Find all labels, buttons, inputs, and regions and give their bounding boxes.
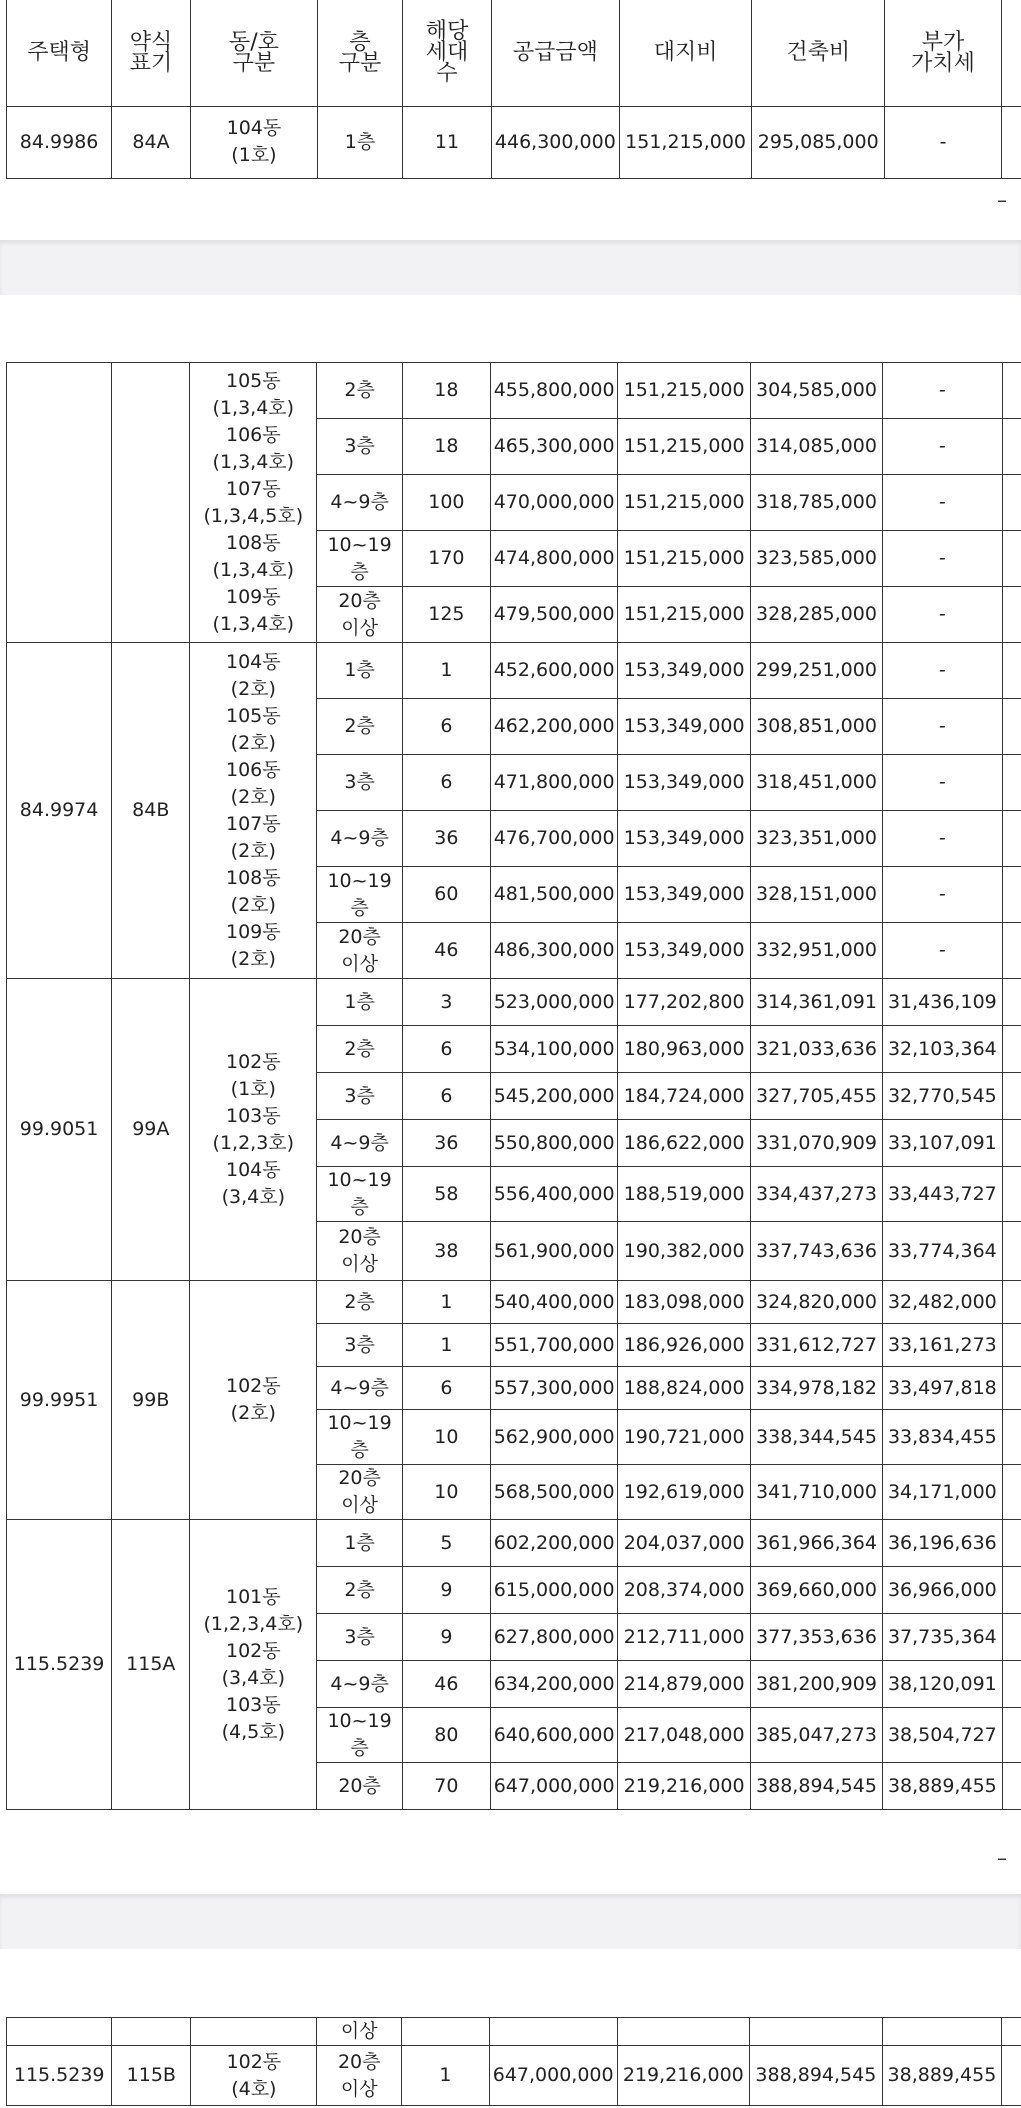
table-cell: 545,200,000 bbox=[490, 1073, 618, 1120]
table-cell: 188,824,000 bbox=[618, 1367, 750, 1410]
floor-cell: 20층 bbox=[317, 1763, 403, 1810]
cut-cell bbox=[1002, 699, 1021, 755]
header-cell: 동/호 구분 bbox=[190, 0, 317, 106]
cut-cell bbox=[1002, 106, 1021, 178]
table-cell: 33,834,455 bbox=[883, 1410, 1002, 1465]
table-cell: 299,251,000 bbox=[750, 643, 882, 699]
table-cell: 이상 bbox=[317, 2018, 402, 2046]
table-cell: 3 bbox=[402, 979, 490, 1026]
table-cell: 462,200,000 bbox=[490, 699, 618, 755]
table-cell: 188,519,000 bbox=[618, 1167, 750, 1222]
table-cell: 32,482,000 bbox=[883, 1281, 1002, 1324]
table-cell: 115.5239 bbox=[7, 2046, 112, 2106]
table-cell: 10 bbox=[402, 1410, 490, 1465]
dong-cell: 105동 (1,3,4호) 106동 (1,3,4호) 107동 (1,3,4,5호) 108동 (1,3,4호) 109동 (1,3,4호) bbox=[190, 363, 317, 643]
table-cell: 219,216,000 bbox=[618, 1763, 750, 1810]
table-cell bbox=[882, 2018, 1002, 2046]
table-row bbox=[7, 2046, 1021, 2106]
cut-cell bbox=[1002, 755, 1021, 811]
table-cell: 37,735,364 bbox=[883, 1614, 1002, 1661]
table-row bbox=[7, 363, 1021, 419]
table-cell: 314,085,000 bbox=[750, 419, 882, 475]
table-row bbox=[7, 979, 1021, 1026]
table-cell: 151,215,000 bbox=[618, 475, 750, 531]
table-cell: 332,951,000 bbox=[750, 923, 882, 979]
table-cell: 523,000,000 bbox=[490, 979, 618, 1026]
price-table-2 bbox=[6, 362, 1021, 1810]
floor-cell: 1층 bbox=[317, 1520, 403, 1567]
table-cell: - bbox=[883, 531, 1002, 587]
dong-cell: 101동 (1,2,3,4호) 102동 (3,4호) 103동 (4,5호) bbox=[190, 1520, 317, 1810]
table-cell: 70 bbox=[402, 1763, 490, 1810]
header-row bbox=[7, 0, 1021, 106]
floor-cell: 1층 bbox=[317, 979, 403, 1026]
table-cell: - bbox=[883, 811, 1002, 867]
table-cell: 562,900,000 bbox=[490, 1410, 618, 1465]
floor-cell: 20층 이상 bbox=[317, 923, 403, 979]
table-cell: 341,710,000 bbox=[750, 1465, 882, 1520]
table-cell bbox=[489, 2018, 617, 2046]
table-row bbox=[7, 106, 1021, 178]
header-cell: 대지비 bbox=[619, 0, 752, 106]
table-cell: 177,202,800 bbox=[618, 979, 750, 1026]
price-table-1 bbox=[6, 0, 1021, 179]
table-cell: 9 bbox=[402, 1567, 490, 1614]
table-cell: 377,353,636 bbox=[750, 1614, 882, 1661]
floor-cell: 4~9층 bbox=[317, 1367, 403, 1410]
floor-cell: 4~9층 bbox=[317, 1661, 403, 1708]
unit-type-cell: 99.9951 bbox=[7, 1281, 112, 1520]
table-cell: 6 bbox=[402, 699, 490, 755]
table-cell: 476,700,000 bbox=[490, 811, 618, 867]
floor-cell: 3층 bbox=[317, 419, 403, 475]
table-cell: 153,349,000 bbox=[618, 755, 750, 811]
table-cell: 446,300,000 bbox=[491, 106, 619, 178]
table-cell bbox=[617, 2018, 750, 2046]
floor-cell: 4~9층 bbox=[317, 475, 403, 531]
floor-cell: 2층 bbox=[317, 1567, 403, 1614]
table-cell: 388,894,545 bbox=[750, 1763, 882, 1810]
table-cell: 153,349,000 bbox=[618, 643, 750, 699]
table-cell: 18 bbox=[402, 363, 490, 419]
table-cell: 38,889,455 bbox=[883, 1763, 1002, 1810]
table-cell: 186,622,000 bbox=[618, 1120, 750, 1167]
table-cell: 5 bbox=[402, 1520, 490, 1567]
cut-cell bbox=[1002, 1520, 1021, 1567]
table-cell: 36,966,000 bbox=[883, 1567, 1002, 1614]
table-cell: 46 bbox=[402, 923, 490, 979]
table-cell: 33,161,273 bbox=[883, 1324, 1002, 1367]
table-cell: 153,349,000 bbox=[618, 699, 750, 755]
table-cell: 615,000,000 bbox=[490, 1567, 618, 1614]
table-cell: 115B bbox=[112, 2046, 191, 2106]
floor-cell: 3층 bbox=[317, 1073, 403, 1120]
scroll-mark: – bbox=[997, 1846, 1007, 1870]
table-cell: 323,351,000 bbox=[750, 811, 882, 867]
table-cell: 295,085,000 bbox=[752, 106, 885, 178]
table-cell: 455,800,000 bbox=[490, 363, 618, 419]
floor-cell: 3층 bbox=[317, 755, 403, 811]
table-cell: - bbox=[883, 867, 1002, 923]
table-cell: 58 bbox=[402, 1167, 490, 1222]
table-cell: 104동 (1호) bbox=[190, 106, 317, 178]
section-gap bbox=[0, 240, 1021, 295]
table-cell: 474,800,000 bbox=[490, 531, 618, 587]
cut-cell bbox=[1002, 1120, 1021, 1167]
table-cell: 331,612,727 bbox=[750, 1324, 882, 1367]
unit-type-cell: 84.9974 bbox=[7, 643, 112, 979]
table-cell: 36 bbox=[402, 1120, 490, 1167]
table-cell: 184,724,000 bbox=[618, 1073, 750, 1120]
table-cell: 361,966,364 bbox=[750, 1520, 882, 1567]
table-cell: 190,721,000 bbox=[618, 1410, 750, 1465]
cut-cell bbox=[1002, 1324, 1021, 1367]
table-cell: 471,800,000 bbox=[490, 755, 618, 811]
table-cell: 219,216,000 bbox=[617, 2046, 750, 2106]
cut-cell bbox=[1002, 2018, 1021, 2046]
table-cell: 217,048,000 bbox=[618, 1708, 750, 1763]
table-cell: 36 bbox=[402, 811, 490, 867]
table-cell: 32,770,545 bbox=[883, 1073, 1002, 1120]
table-cell: 486,300,000 bbox=[490, 923, 618, 979]
table-cell: 1 bbox=[402, 643, 490, 699]
cut-cell bbox=[1002, 1167, 1021, 1222]
table-cell: 153,349,000 bbox=[618, 867, 750, 923]
floor-cell: 20층 이상 bbox=[317, 1222, 403, 1281]
table-cell: 18 bbox=[402, 419, 490, 475]
cut-cell bbox=[1002, 867, 1021, 923]
header-cell: 약식 표기 bbox=[112, 0, 191, 106]
floor-cell: 2층 bbox=[317, 1026, 403, 1073]
floor-cell: 3층 bbox=[317, 1324, 403, 1367]
table-cell: 36,196,636 bbox=[883, 1520, 1002, 1567]
table-row bbox=[7, 1520, 1021, 1567]
table-cell: 540,400,000 bbox=[490, 1281, 618, 1324]
table-cell: 151,215,000 bbox=[618, 531, 750, 587]
floor-cell: 2층 bbox=[317, 699, 403, 755]
table-cell: - bbox=[883, 587, 1002, 643]
dong-cell: 102동 (2호) bbox=[190, 1281, 317, 1520]
table-cell: 20층 이상 bbox=[317, 2046, 402, 2106]
header-cell: 건축비 bbox=[752, 0, 885, 106]
table-cell: 151,215,000 bbox=[618, 587, 750, 643]
cut-cell bbox=[1002, 811, 1021, 867]
table-cell: - bbox=[883, 643, 1002, 699]
cut-cell bbox=[1002, 1281, 1021, 1324]
table-cell: 33,107,091 bbox=[883, 1120, 1002, 1167]
table-cell: 324,820,000 bbox=[750, 1281, 882, 1324]
cut-cell bbox=[1002, 531, 1021, 587]
table-cell: 151,215,000 bbox=[619, 106, 752, 178]
table-cell: 338,344,545 bbox=[750, 1410, 882, 1465]
table-cell: 10 bbox=[402, 1465, 490, 1520]
table-cell: 1 bbox=[402, 1281, 490, 1324]
table-cell: 323,585,000 bbox=[750, 531, 882, 587]
table-cell: 192,619,000 bbox=[618, 1465, 750, 1520]
table-cell: 328,151,000 bbox=[750, 867, 882, 923]
table-cell: 314,361,091 bbox=[750, 979, 882, 1026]
cut-cell bbox=[1002, 587, 1021, 643]
cut-cell bbox=[1002, 0, 1021, 106]
table-cell: 34,171,000 bbox=[883, 1465, 1002, 1520]
table-cell: 331,070,909 bbox=[750, 1120, 882, 1167]
table-cell: 186,926,000 bbox=[618, 1324, 750, 1367]
table-cell: 32,103,364 bbox=[883, 1026, 1002, 1073]
table-cell: 33,443,727 bbox=[883, 1167, 1002, 1222]
header-cell: 주택형 bbox=[7, 0, 112, 106]
table-cell: - bbox=[883, 363, 1002, 419]
floor-cell: 10~19 층 bbox=[317, 867, 403, 923]
table-cell: 180,963,000 bbox=[618, 1026, 750, 1073]
dong-cell: 104동 (2호) 105동 (2호) 106동 (2호) 107동 (2호) 108동 (2호) 109동 (2호) bbox=[190, 643, 317, 979]
table-cell: 6 bbox=[402, 755, 490, 811]
table-cell: 568,500,000 bbox=[490, 1465, 618, 1520]
header-cell: 해당 세대 수 bbox=[403, 0, 492, 106]
table-cell: 214,879,000 bbox=[618, 1661, 750, 1708]
price-table-3 bbox=[6, 2017, 1021, 2106]
abbr-cell: 84B bbox=[112, 643, 190, 979]
table-cell: 321,033,636 bbox=[750, 1026, 882, 1073]
table-cell: 1 bbox=[401, 2046, 489, 2106]
table-cell: 31,436,109 bbox=[883, 979, 1002, 1026]
cut-cell bbox=[1002, 1661, 1021, 1708]
table-cell: 102동 (4호) bbox=[191, 2046, 317, 2106]
table-cell: 647,000,000 bbox=[490, 1763, 618, 1810]
cut-cell bbox=[1002, 1367, 1021, 1410]
table-cell: 328,285,000 bbox=[750, 587, 882, 643]
header-cell: 층 구분 bbox=[318, 0, 403, 106]
cut-cell bbox=[1002, 1073, 1021, 1120]
table-cell: 327,705,455 bbox=[750, 1073, 882, 1120]
floor-cell: 2층 bbox=[317, 363, 403, 419]
table-cell bbox=[112, 2018, 191, 2046]
table-cell: 100 bbox=[402, 475, 490, 531]
table-cell: 534,100,000 bbox=[490, 1026, 618, 1073]
floor-cell: 10~19 층 bbox=[317, 1708, 403, 1763]
floor-cell: 3층 bbox=[317, 1614, 403, 1661]
table-cell: 634,200,000 bbox=[490, 1661, 618, 1708]
table-cell: 208,374,000 bbox=[618, 1567, 750, 1614]
table-cell: 647,000,000 bbox=[489, 2046, 617, 2106]
table-cell: 388,894,545 bbox=[750, 2046, 883, 2106]
table-cell: 557,300,000 bbox=[490, 1367, 618, 1410]
unit-type-cell: 99.9051 bbox=[7, 979, 112, 1281]
cut-cell bbox=[1002, 1026, 1021, 1073]
table-cell: 33,774,364 bbox=[883, 1222, 1002, 1281]
table-cell: 9 bbox=[402, 1614, 490, 1661]
table-cell: 151,215,000 bbox=[618, 419, 750, 475]
cut-cell bbox=[1002, 419, 1021, 475]
table-cell: 6 bbox=[402, 1026, 490, 1073]
abbr-cell: 99B bbox=[112, 1281, 190, 1520]
table-cell: 318,451,000 bbox=[750, 755, 882, 811]
table-cell: 38,120,091 bbox=[883, 1661, 1002, 1708]
table-cell: 1층 bbox=[318, 106, 403, 178]
table-cell: - bbox=[885, 106, 1002, 178]
table-cell: 212,711,000 bbox=[618, 1614, 750, 1661]
table-cell: 481,500,000 bbox=[490, 867, 618, 923]
floor-cell: 4~9층 bbox=[317, 1120, 403, 1167]
section-gap bbox=[0, 1894, 1021, 1949]
table-cell: 337,743,636 bbox=[750, 1222, 882, 1281]
table-cell: 452,600,000 bbox=[490, 643, 618, 699]
table-cell: 6 bbox=[402, 1073, 490, 1120]
table-cell: 479,500,000 bbox=[490, 587, 618, 643]
table-cell: 153,349,000 bbox=[618, 811, 750, 867]
header-cell: 부가 가치세 bbox=[885, 0, 1002, 106]
cut-cell bbox=[1002, 1567, 1021, 1614]
table-cell: 556,400,000 bbox=[490, 1167, 618, 1222]
table-cell: 190,382,000 bbox=[618, 1222, 750, 1281]
cut-cell bbox=[1002, 923, 1021, 979]
table-cell: - bbox=[883, 699, 1002, 755]
table-cell bbox=[191, 2018, 317, 2046]
unit-type-cell: 115.5239 bbox=[7, 1520, 112, 1810]
table-cell: 318,785,000 bbox=[750, 475, 882, 531]
floor-cell: 2층 bbox=[317, 1281, 403, 1324]
cut-cell bbox=[1002, 1222, 1021, 1281]
table-cell: 1 bbox=[402, 1324, 490, 1367]
floor-cell: 20층 이상 bbox=[317, 1465, 403, 1520]
cut-cell bbox=[1002, 979, 1021, 1026]
table-cell: 183,098,000 bbox=[618, 1281, 750, 1324]
unit-type-cell bbox=[7, 363, 112, 643]
table-cell: 60 bbox=[402, 867, 490, 923]
table-cell: 38,889,455 bbox=[882, 2046, 1002, 2106]
table-cell: 561,900,000 bbox=[490, 1222, 618, 1281]
table-cell: 304,585,000 bbox=[750, 363, 882, 419]
floor-cell: 10~19 층 bbox=[317, 1410, 403, 1465]
table-cell: 627,800,000 bbox=[490, 1614, 618, 1661]
table-cell: - bbox=[883, 923, 1002, 979]
table-cell: 470,000,000 bbox=[490, 475, 618, 531]
table-cell: 334,437,273 bbox=[750, 1167, 882, 1222]
header-cell: 공급금액 bbox=[491, 0, 619, 106]
table-cell: 80 bbox=[402, 1708, 490, 1763]
abbr-cell: 99A bbox=[112, 979, 190, 1281]
table-cell: 640,600,000 bbox=[490, 1708, 618, 1763]
floor-cell: 1층 bbox=[317, 643, 403, 699]
table-cell: 334,978,182 bbox=[750, 1367, 882, 1410]
floor-cell: 10~19 층 bbox=[317, 1167, 403, 1222]
table-cell: 38,504,727 bbox=[883, 1708, 1002, 1763]
abbr-cell: 115A bbox=[112, 1520, 190, 1810]
table-cell: - bbox=[883, 419, 1002, 475]
table-cell: - bbox=[883, 755, 1002, 811]
cut-cell bbox=[1002, 363, 1021, 419]
scroll-mark: – bbox=[997, 188, 1007, 212]
table-body bbox=[7, 363, 1021, 1810]
floor-cell: 4~9층 bbox=[317, 811, 403, 867]
cut-cell bbox=[1002, 1614, 1021, 1661]
table-cell bbox=[7, 2018, 112, 2046]
cut-cell bbox=[1002, 1708, 1021, 1763]
table-cell: 38 bbox=[402, 1222, 490, 1281]
table-cell: 151,215,000 bbox=[618, 363, 750, 419]
table-cell bbox=[750, 2018, 883, 2046]
cut-cell bbox=[1002, 1465, 1021, 1520]
table-cell: 11 bbox=[403, 106, 492, 178]
table-cell bbox=[401, 2018, 489, 2046]
table-cell: 385,047,273 bbox=[750, 1708, 882, 1763]
table-cell: 84A bbox=[112, 106, 191, 178]
table-cell: 6 bbox=[402, 1367, 490, 1410]
table-cell: 46 bbox=[402, 1661, 490, 1708]
table-cell: 465,300,000 bbox=[490, 419, 618, 475]
cut-cell bbox=[1002, 475, 1021, 531]
table-cell: 551,700,000 bbox=[490, 1324, 618, 1367]
table-cell: 204,037,000 bbox=[618, 1520, 750, 1567]
table-cell: 153,349,000 bbox=[618, 923, 750, 979]
table-cell: 550,800,000 bbox=[490, 1120, 618, 1167]
table-cell: 33,497,818 bbox=[883, 1367, 1002, 1410]
table-cell: - bbox=[883, 475, 1002, 531]
cut-cell bbox=[1002, 2046, 1021, 2106]
table-cell: 125 bbox=[402, 587, 490, 643]
cut-cell bbox=[1002, 1410, 1021, 1465]
table-cell: 170 bbox=[402, 531, 490, 587]
floor-cell: 20층 이상 bbox=[317, 587, 403, 643]
abbr-cell bbox=[112, 363, 190, 643]
table-cell: 602,200,000 bbox=[490, 1520, 618, 1567]
table-cell: 84.9986 bbox=[7, 106, 112, 178]
table-cell: 381,200,909 bbox=[750, 1661, 882, 1708]
table-row bbox=[7, 2018, 1021, 2046]
table-row bbox=[7, 1281, 1021, 1324]
cut-cell bbox=[1002, 643, 1021, 699]
dong-cell: 102동 (1호) 103동 (1,2,3호) 104동 (3,4호) bbox=[190, 979, 317, 1281]
table-cell: 308,851,000 bbox=[750, 699, 882, 755]
floor-cell: 10~19 층 bbox=[317, 531, 403, 587]
table-row bbox=[7, 643, 1021, 699]
cut-cell bbox=[1002, 1763, 1021, 1810]
table-cell: 369,660,000 bbox=[750, 1567, 882, 1614]
